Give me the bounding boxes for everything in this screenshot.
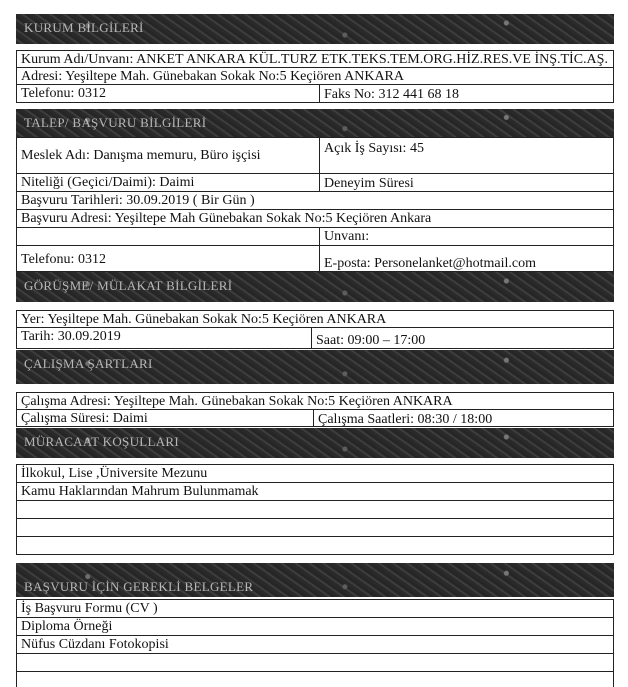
kurum-faks: Faks No: 312 441 68 18 bbox=[319, 85, 613, 102]
talep-tarih: Başvuru Tarihleri: 30.09.2019 ( Bir Gün ) bbox=[21, 193, 255, 208]
muracaat-row-4 bbox=[16, 518, 614, 537]
talep-nitelik: Niteliği (Geçici/Daimi): Daimi bbox=[21, 175, 195, 190]
belgeler-item: Diploma Örneği bbox=[21, 619, 113, 634]
section-header-muracaat: MÜRACAAT KOŞULLARI bbox=[16, 428, 614, 458]
muracaat-row-5 bbox=[16, 536, 614, 555]
muracaat-row-1 bbox=[16, 464, 614, 483]
talep-adres: Başvuru Adresi: Yeşiltepe Mah Günebakan Sokak No:5 Keçiören Ankara bbox=[21, 211, 432, 226]
belgeler-row-5 bbox=[16, 671, 614, 687]
muracaat-row-2 bbox=[16, 482, 614, 501]
calisma-adres-row bbox=[16, 392, 614, 410]
talep-meslek-row bbox=[16, 137, 614, 174]
muracaat-item: Kamu Haklarından Mahrum Bulunmamak bbox=[21, 484, 259, 499]
belgeler-row-3 bbox=[16, 635, 614, 654]
gorusme-tarih-row bbox=[16, 327, 614, 349]
belgeler-row-2 bbox=[16, 617, 614, 636]
talep-telefon: Telefonu: 0312 bbox=[21, 252, 106, 267]
calisma-sure-row bbox=[16, 409, 614, 427]
talep-tarih-row bbox=[16, 191, 614, 210]
talep-acik-is: Açık İş Sayısı: 45 bbox=[319, 138, 613, 173]
gorusme-yer: Yer: Yeşiltepe Mah. Günebakan Sokak No:5 Keçiören ANKARA bbox=[21, 312, 387, 327]
kurum-adres: Adresi: Yeşiltepe Mah. Günebakan Sokak No:5 Keçiören ANKARA bbox=[21, 69, 404, 84]
muracaat-row-3 bbox=[16, 500, 614, 519]
section-header-gorusme: GÖRÜŞME/ MÜLAKAT BİLGİLERİ bbox=[16, 272, 614, 302]
talep-adres-row bbox=[16, 209, 614, 228]
kurum-ad-row bbox=[16, 50, 614, 68]
belgeler-row-4 bbox=[16, 653, 614, 672]
gorusme-tarih: Tarih: 30.09.2019 bbox=[21, 329, 121, 344]
kurum-ad: Kurum Adı/Unvanı: ANKET ANKARA KÜL.TURZ ETK.TEKS.TEM.ORG.HİZ.RES.VE İNŞ.TİC.AŞ. bbox=[21, 52, 608, 67]
talep-unvan-blank bbox=[17, 228, 319, 245]
kurum-adres-row bbox=[16, 67, 614, 85]
calisma-adres: Çalışma Adresi: Yeşiltepe Mah. Günebakan Sokak No:5 Keçiören ANKARA bbox=[21, 394, 453, 409]
talep-meslek: Meslek Adı: Danışma memuru, Büro işçisi bbox=[21, 148, 261, 163]
kurum-telefon-row bbox=[16, 84, 614, 103]
talep-unvan-row bbox=[16, 227, 614, 246]
section-header-talep: TALEP/ BAŞVURU BİLGİLERİ bbox=[16, 109, 614, 137]
muracaat-item: İlkokul, Lise ,Üniversite Mezunu bbox=[21, 466, 208, 481]
talep-telefon-row bbox=[16, 245, 614, 272]
calisma-saatler: Çalışma Saatleri: 08:30 / 18:00 bbox=[313, 410, 613, 426]
gorusme-yer-row bbox=[16, 310, 614, 328]
section-header-kurum: KURUM BİLGİLERİ bbox=[16, 14, 614, 44]
talep-deneyim: Deneyim Süresi bbox=[319, 174, 613, 191]
talep-unvan: Unvanı: bbox=[319, 228, 613, 245]
gorusme-saat: Saat: 09:00 – 17:00 bbox=[311, 328, 613, 348]
belgeler-item: İş Başvuru Formu (CV ) bbox=[21, 601, 158, 616]
talep-eposta: E-posta: Personelanket@hotmail.com bbox=[319, 246, 613, 271]
calisma-sure: Çalışma Süresi: Daimi bbox=[21, 411, 148, 426]
belgeler-item: Nüfus Cüzdanı Fotokopisi bbox=[21, 637, 169, 652]
section-header-belgeler: BAŞVURU İÇİN GEREKLİ BELGELER bbox=[16, 563, 614, 597]
kurum-telefon: Telefonu: 0312 bbox=[21, 86, 106, 101]
section-header-calisma: ÇALIŞMA ŞARTLARI bbox=[16, 350, 614, 384]
talep-nitelik-row bbox=[16, 173, 614, 192]
belgeler-row-1 bbox=[16, 599, 614, 618]
